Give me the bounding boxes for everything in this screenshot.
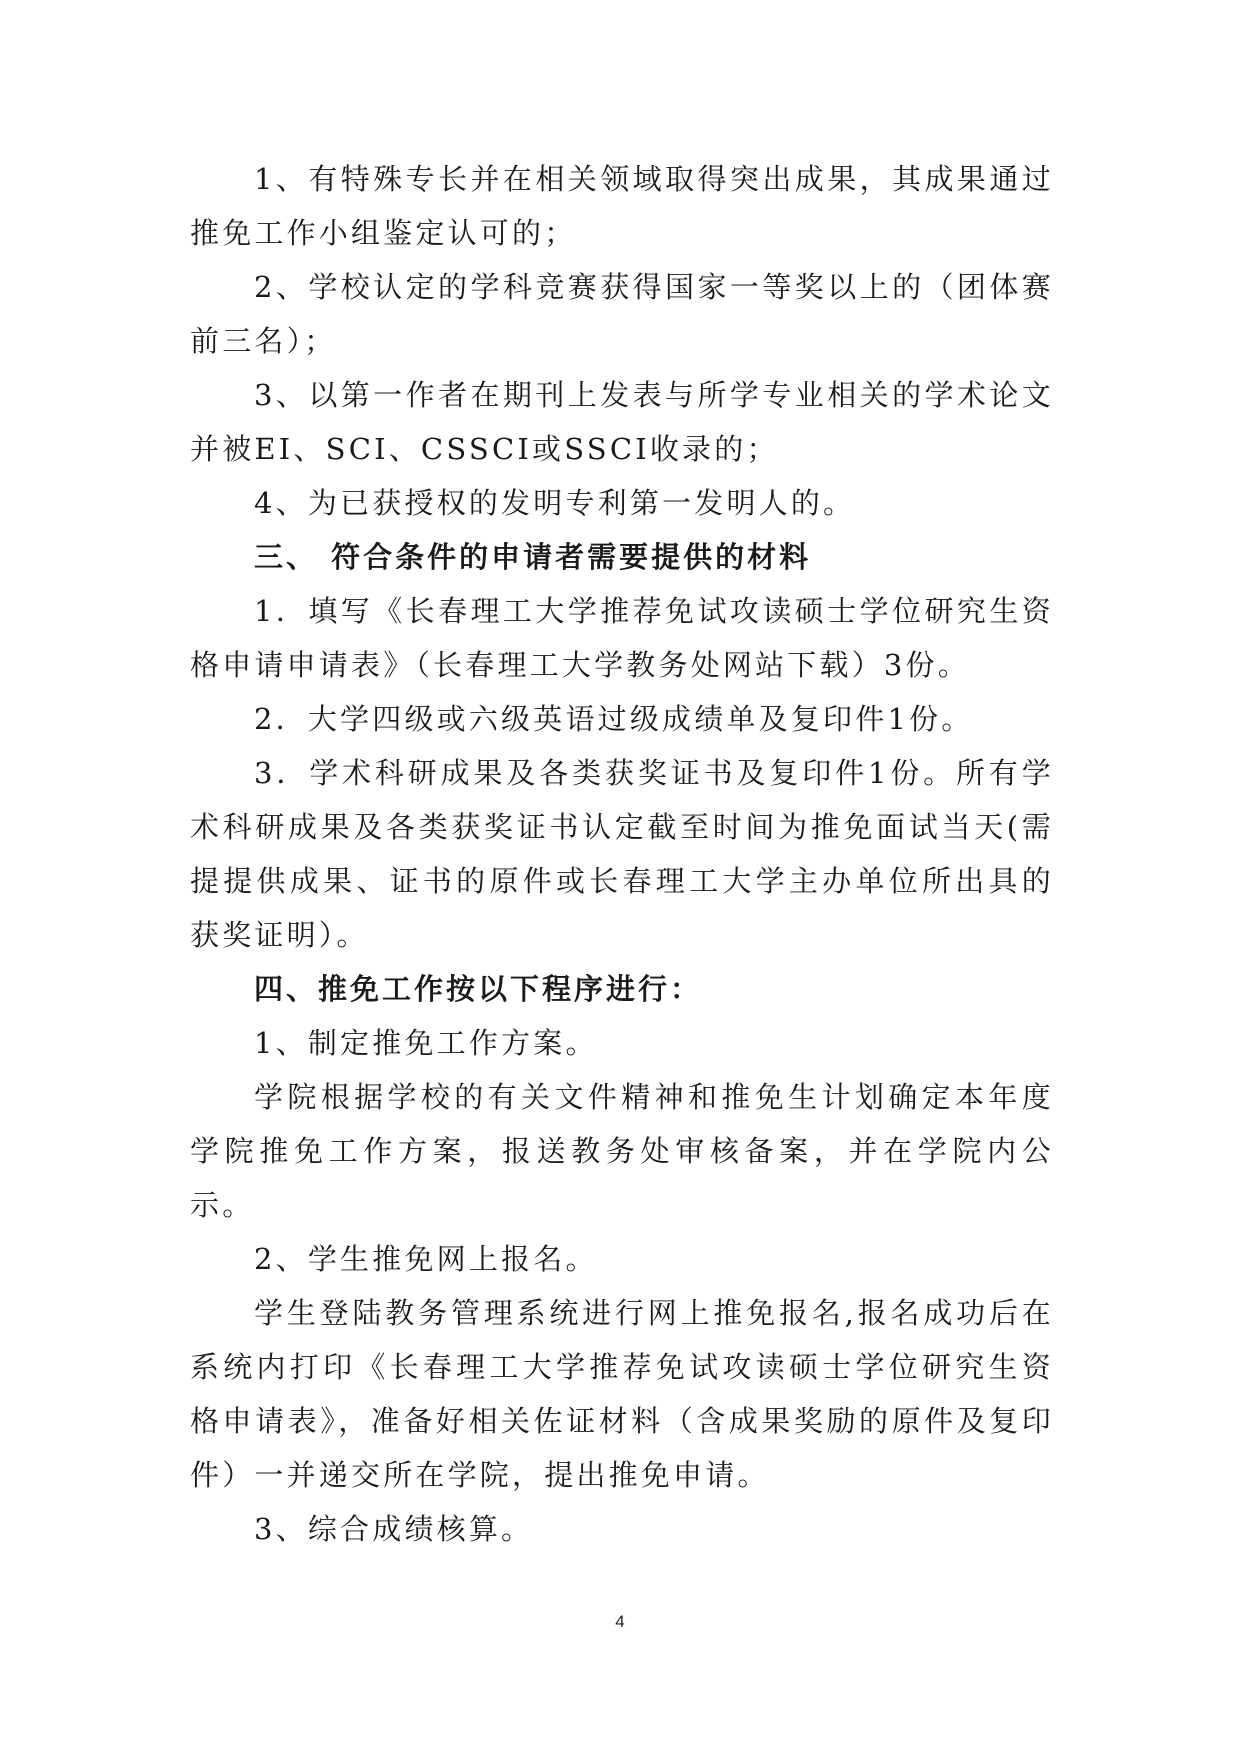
criterion-2: 2、学校认定的学科竞赛获得国家一等奖以上的（团体赛前三名）； (190, 270, 1054, 358)
section-heading-4: 四、推免工作按以下程序进行： (254, 972, 703, 1006)
procedure-step-3: 3、综合成绩核算。 (254, 1512, 534, 1546)
procedure-step-2-detail: 学生登陆教务管理系统进行网上推免报名,报名成功后在系统内打印《长春理工大学推荐免试攻读硕士学位研究生资格申请表》，准备好相关佐证材料（含成果奖励的原件及复印件）一并递交所在学院，提出推免申请。 (190, 1296, 1054, 1492)
page-number: 4 (615, 1612, 625, 1631)
criterion-4: 4、为已获授权的发明专利第一发明人的。 (254, 486, 856, 520)
document-body (190, 152, 1054, 1556)
criterion-1: 1、有特殊专长并在相关领域取得突出成果，其成果通过推免工作小组鉴定认可的； (190, 162, 1054, 250)
material-2: 2．大学四级或六级英语过级成绩单及复印件1份。 (254, 702, 974, 736)
section-heading-3: 三、 符合条件的申请者需要提供的材料 (254, 540, 812, 574)
procedure-step-2: 2、学生推免网上报名。 (254, 1242, 598, 1276)
criterion-3: 3、以第一作者在期刊上发表与所学专业相关的学术论文并被EI、SCI、CSSCI或SSCI收录的； (190, 378, 1054, 466)
procedure-step-1-detail: 学院根据学校的有关文件精神和推免生计划确定本年度学院推免工作方案，报送教务处审核备案，并在学院内公示。 (190, 1080, 1054, 1222)
procedure-step-1: 1、制定推免工作方案。 (254, 1026, 598, 1060)
material-1: 1．填写《长春理工大学推荐免试攻读硕士学位研究生资格申请申请表》（长春理工大学教务处网站下载）3份。 (190, 594, 1054, 682)
material-3: 3．学术科研成果及各类获奖证书及复印件1份。所有学术科研成果及各类获奖证书认定截至时间为推免面试当天(需提提供成果、证书的原件或长春理工大学主办单位所出具的获奖证明）。 (190, 756, 1054, 952)
